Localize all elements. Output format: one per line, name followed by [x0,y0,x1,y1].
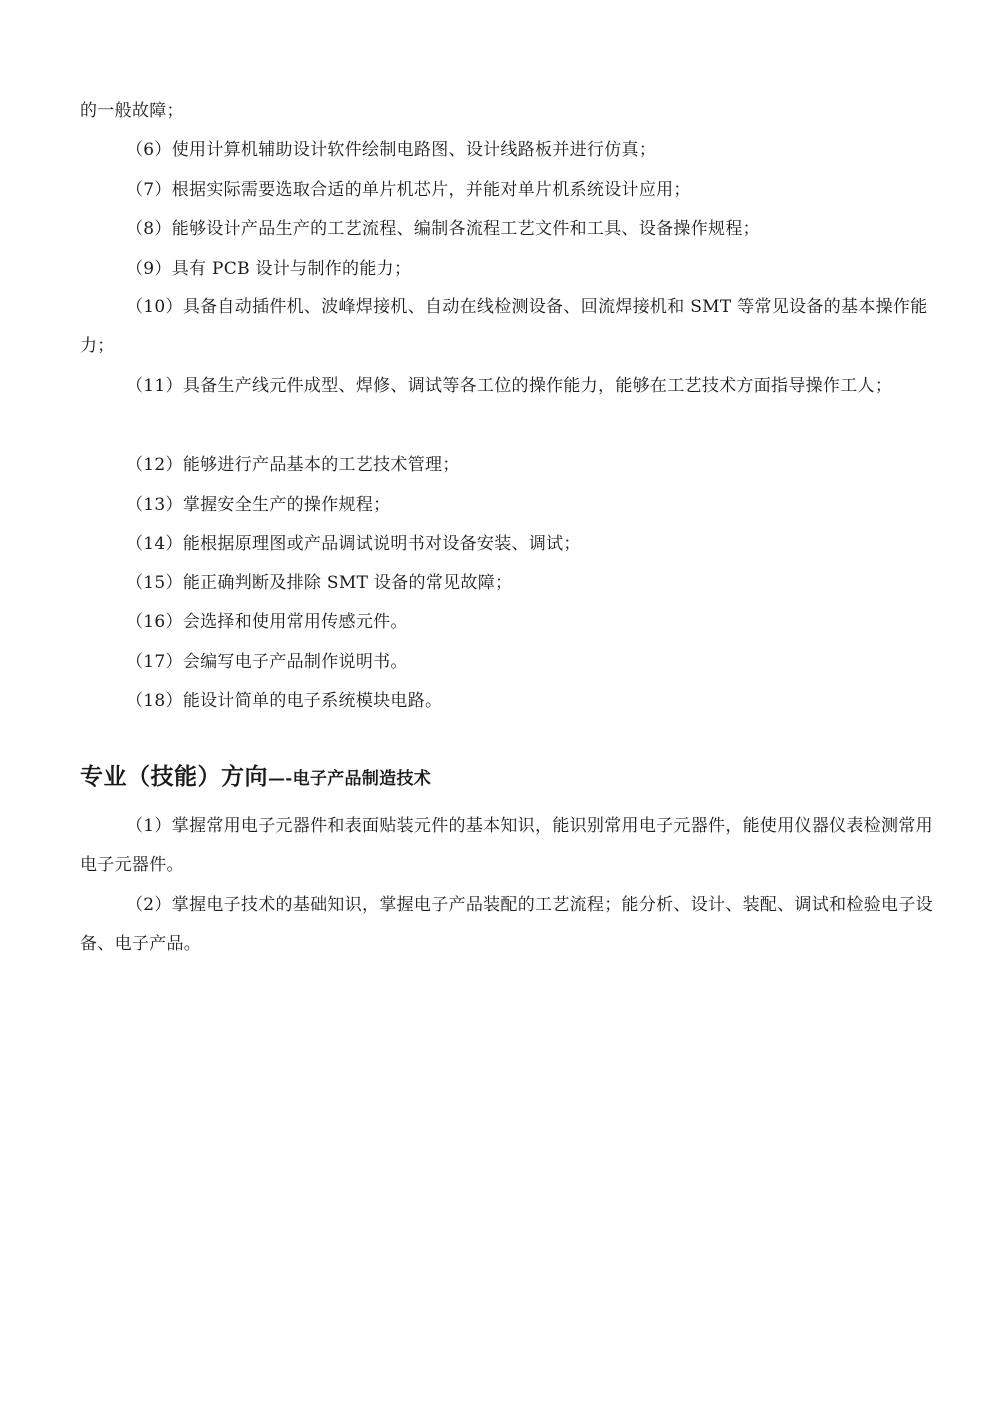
section-title: 专业（技能）方向 [80,764,268,790]
skill-item-10: （10）具备自动插件机、波峰焊接机、自动在线检测设备、回流焊接机和 SMT 等常见设备的基本操作能力； [80,297,928,356]
skill-item-6: （6）使用计算机辅助设计软件绘制电路图、设计线路板并进行仿真； [126,140,657,160]
skill-item-7: （7）根据实际需要选取合适的单片机芯片，并能对单片机系统设计应用； [126,180,691,200]
skill-item-16: （16）会选择和使用常用传感元件。 [126,612,408,632]
skill-item-17: （17）会编写电子产品制作说明书。 [126,652,408,672]
intro-line: 的一般故障； [80,101,184,121]
skill-item-14: （14）能根据原理图或产品调试说明书对设备安装、调试； [126,534,581,554]
section-heading [80,758,431,791]
skill-item-11: （11）具备生产线元件成型、焊修、调试等各工位的操作能力，能够在工艺技术方面指导操作工人； [126,376,893,396]
direction-item-2: （2）掌握电子技术的基础知识，掌握电子产品装配的工艺流程；能分析、设计、装配、调试和检验电子设备、电子产品。 [80,895,933,954]
skill-item-12: （12）能够进行产品基本的工艺技术管理； [126,455,460,475]
skill-item-15: （15）能正确判断及排除 SMT 设备的常见故障； [126,573,513,593]
skill-item-13: （13）掌握安全生产的操作规程； [126,495,391,515]
direction-item-1: （1）掌握常用电子元器件和表面贴装元件的基本知识，能识别常用电子元器件，能使用仪器仪表检测常用电子元器件。 [80,816,933,875]
skill-item-8: （8）能够设计产品生产的工艺流程、编制各流程工艺文件和工具、设备操作规程； [126,219,760,239]
skill-item-18: （18）能设计简单的电子系统模块电路。 [126,691,443,711]
skill-item-9: （9）具有 PCB 设计与制作的能力； [126,259,412,279]
section-subtitle: —-电子产品制造技术 [268,769,432,789]
